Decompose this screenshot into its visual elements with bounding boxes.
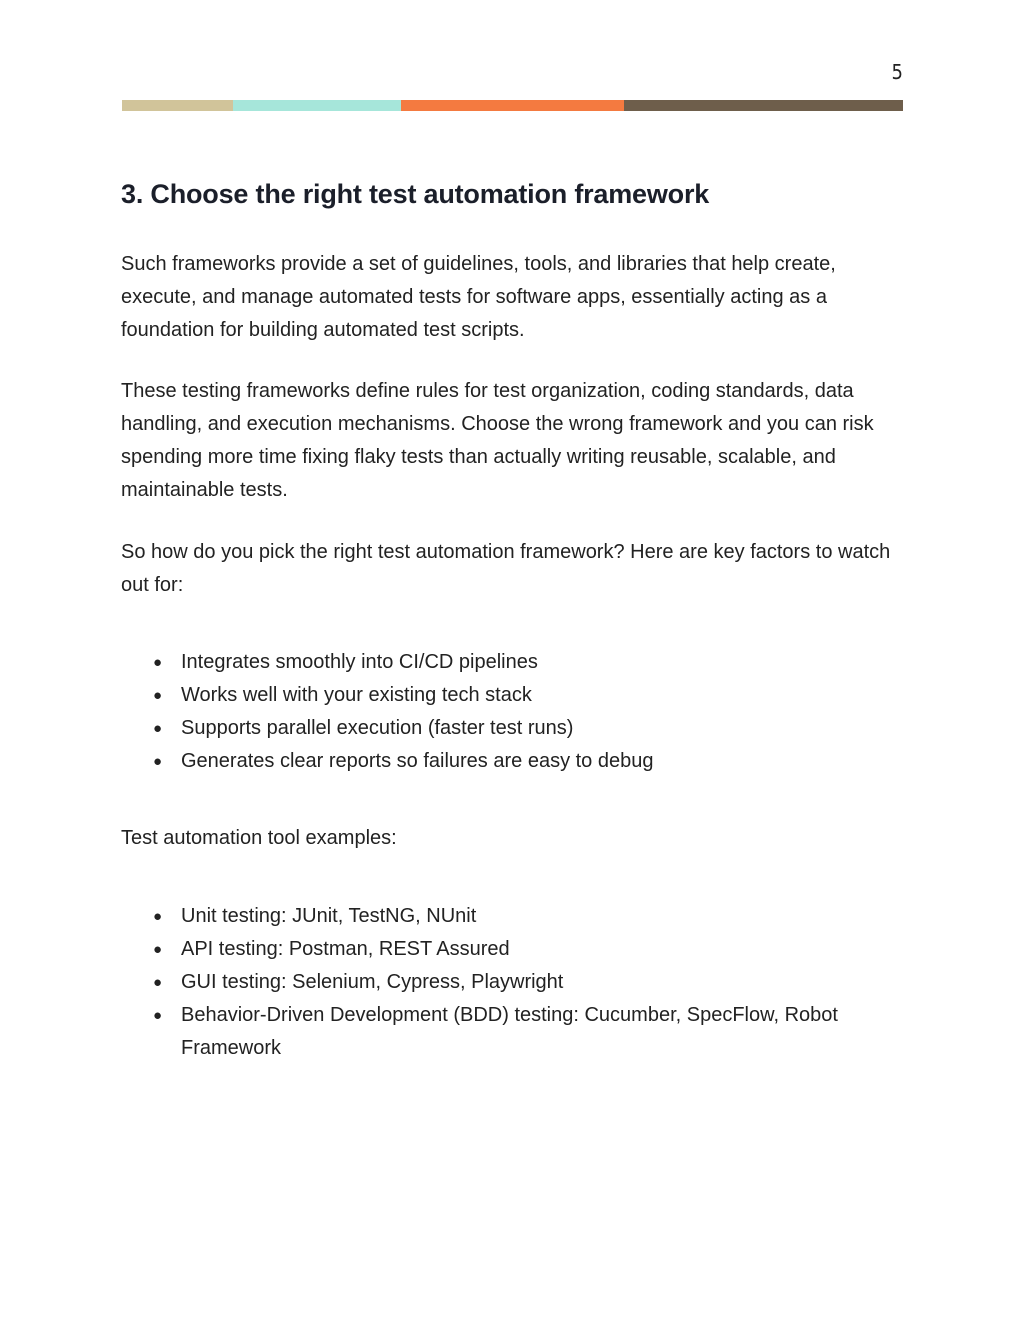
list-item — [121, 966, 881, 999]
list-item-text: API testing: Postman, REST Assured — [181, 938, 510, 960]
page-number: 5 — [891, 60, 903, 84]
header-color-bar — [122, 100, 903, 111]
list-item-text: Generates clear reports so failures are easy to debug — [181, 750, 654, 772]
key-factors-list — [121, 646, 881, 778]
list-item-text: Unit testing: JUnit, TestNG, NUnit — [181, 905, 477, 927]
list-item — [121, 679, 881, 712]
list-item-text: Works well with your existing tech stack — [181, 684, 532, 706]
paragraph-frameworks-intro: Such frameworks provide a set of guidelines, tools, and libraries that help create, execute, and manage automated tests for software apps, essentially acting as a foundation for building automated test scripts. — [121, 253, 836, 341]
paragraph-tool-examples-intro: Test automation tool examples: — [121, 827, 397, 849]
bullet-icon: ● — [153, 687, 163, 704]
list-item — [121, 646, 881, 679]
color-bar-segment-orange — [401, 100, 624, 111]
bullet-icon: ● — [153, 908, 163, 925]
bullet-icon: ● — [153, 974, 163, 991]
bullet-icon: ● — [153, 720, 163, 737]
bullet-icon: ● — [153, 654, 163, 671]
list-item-text: Behavior-Driven Development (BDD) testing: Cucumber, SpecFlow, Robot Framework — [181, 1004, 838, 1059]
list-item — [121, 745, 881, 778]
tool-examples-list — [121, 900, 881, 1065]
list-item — [121, 933, 881, 966]
list-item-text: Integrates smoothly into CI/CD pipelines — [181, 651, 538, 673]
bullet-icon: ● — [153, 753, 163, 770]
list-item-text: Supports parallel execution (faster test runs) — [181, 717, 574, 739]
paragraph-framework-rules: These testing frameworks define rules for test organization, coding standards, data handling, and execution mechanisms. Choose the wrong framework and you can risk spending more time fixing flaky tests than actually writing reusable, scalable, and maintainable tests. — [121, 380, 874, 501]
paragraph-key-factors-intro: So how do you pick the right test automation framework? Here are key factors to watch out for: — [121, 541, 891, 596]
color-bar-segment-tan — [122, 100, 233, 111]
color-bar-segment-brown — [624, 100, 903, 111]
list-item — [121, 712, 881, 745]
list-item — [121, 999, 881, 1065]
color-bar-segment-mint — [233, 100, 401, 111]
list-item-text: GUI testing: Selenium, Cypress, Playwright — [181, 971, 564, 993]
list-item — [121, 900, 881, 933]
section-title: 3. Choose the right test automation framework — [121, 179, 710, 209]
bullet-icon: ● — [153, 1007, 163, 1024]
bullet-icon: ● — [153, 941, 163, 958]
